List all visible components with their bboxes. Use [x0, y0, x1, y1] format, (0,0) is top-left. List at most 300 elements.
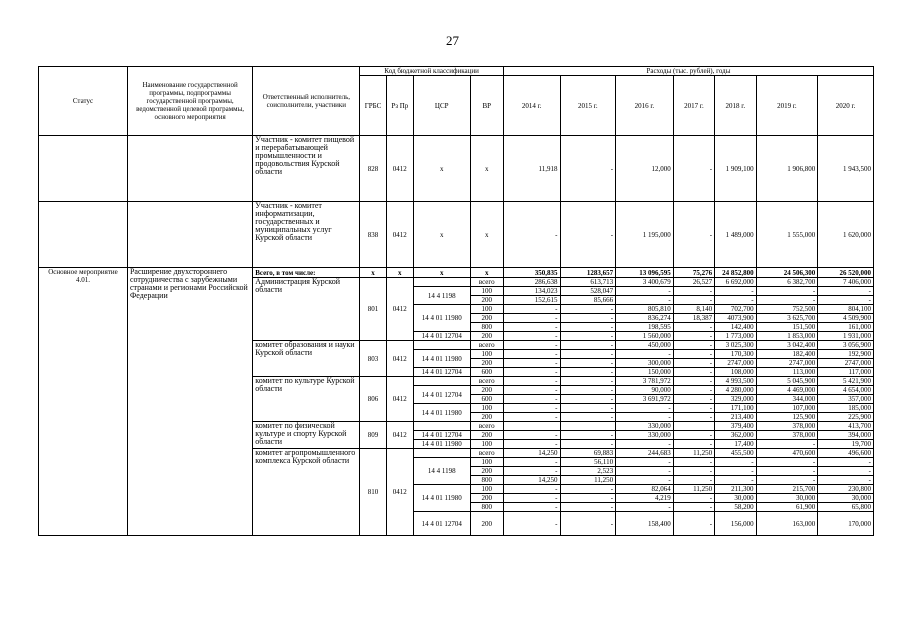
vr-cell: 100: [470, 440, 503, 449]
year-value: 528,047: [560, 287, 616, 296]
vr-cell: 200: [470, 413, 503, 422]
grbs-cell: 810: [360, 449, 386, 536]
year-value: 1 195,000: [616, 202, 674, 268]
year-value: -: [560, 359, 616, 368]
year-value: -: [503, 458, 560, 467]
csr-cell: 14 4 1198: [413, 287, 470, 305]
vr-cell: 100: [470, 458, 503, 467]
year-value: -: [756, 440, 818, 449]
year-value: 171,100: [715, 404, 756, 413]
year-value: -: [560, 368, 616, 377]
year-value: 150,000: [616, 368, 674, 377]
year-value: -: [715, 296, 756, 305]
year-value: -: [673, 458, 714, 467]
year-value: 211,300: [715, 485, 756, 494]
year-value: 4 280,000: [715, 386, 756, 395]
year-value: -: [560, 404, 616, 413]
year-value: 752,500: [756, 305, 818, 314]
year-value: 108,000: [715, 368, 756, 377]
header-grbs: ГРБС: [360, 76, 386, 136]
year-value: 455,500: [715, 449, 756, 458]
year-value: 329,000: [715, 395, 756, 404]
year-value: -: [673, 440, 714, 449]
year-value: 134,023: [503, 287, 560, 296]
header-year: 2019 г.: [756, 76, 818, 136]
year-value: -: [503, 386, 560, 395]
year-value: 151,500: [756, 323, 818, 332]
year-value: 69,883: [560, 449, 616, 458]
year-value: -: [503, 413, 560, 422]
year-value: 836,274: [616, 314, 674, 323]
csr-cell: х: [413, 202, 470, 268]
grbs-cell: 806: [360, 377, 386, 422]
year-value: -: [756, 458, 818, 467]
year-value: -: [818, 467, 874, 476]
year-value: -: [673, 350, 714, 359]
year-value: -: [673, 136, 714, 202]
executor-cell: комитет агропромышленного комплекса Курской области: [253, 449, 360, 536]
rzpr-cell: 0412: [386, 278, 413, 341]
year-value: 413,700: [818, 422, 874, 431]
year-value: -: [818, 458, 874, 467]
year-value: -: [715, 458, 756, 467]
year-value: 170,300: [715, 350, 756, 359]
vr-cell: всего: [470, 341, 503, 350]
csr-cell: [413, 341, 470, 350]
year-value: 3 625,700: [756, 314, 818, 323]
year-value: 113,000: [756, 368, 818, 377]
year-value: -: [503, 323, 560, 332]
year-value: 3 025,300: [715, 341, 756, 350]
vr-cell: 200: [470, 314, 503, 323]
year-value: -: [673, 431, 714, 440]
total-label: Всего, в том числе:: [253, 268, 360, 278]
vr-cell: 200: [470, 467, 503, 476]
year-value: -: [673, 413, 714, 422]
year-value: 1 620,000: [818, 202, 874, 268]
year-value: -: [503, 314, 560, 323]
year-value: 804,100: [818, 305, 874, 314]
vr-cell: 200: [470, 296, 503, 305]
year-value: 90,000: [616, 386, 674, 395]
year-value: 379,400: [715, 422, 756, 431]
year-value: -: [503, 305, 560, 314]
grbs-cell: 809: [360, 422, 386, 449]
csr-cell: 14 4 01 11980: [413, 350, 470, 368]
year-value: 1 489,000: [715, 202, 756, 268]
year-value: -: [715, 467, 756, 476]
year-value: 18,387: [673, 314, 714, 323]
vr-cell: всего: [470, 422, 503, 431]
year-value: 185,000: [818, 404, 874, 413]
year-value: 286,638: [503, 278, 560, 287]
header-year: 2020 г.: [818, 76, 874, 136]
csr-cell: 14 4 01 11980: [413, 305, 470, 332]
year-value: -: [673, 341, 714, 350]
year-value: 2,523: [560, 467, 616, 476]
year-value: -: [616, 458, 674, 467]
vr-cell: 200: [470, 359, 503, 368]
year-value: 13 096,595: [616, 268, 674, 278]
year-value: 30,000: [715, 494, 756, 503]
status-cell: Основное мероприятие 4.01.: [39, 268, 128, 536]
csr-cell: 14 4 1198: [413, 458, 470, 485]
year-value: -: [560, 136, 616, 202]
year-value: -: [673, 287, 714, 296]
year-value: 75,276: [673, 268, 714, 278]
year-value: 158,400: [616, 512, 674, 536]
year-value: 350,835: [503, 268, 560, 278]
vr-cell: 200: [470, 431, 503, 440]
executor-cell: комитет образования и науки Курской области: [253, 341, 360, 377]
grbs-cell: 803: [360, 341, 386, 377]
vr-cell: 800: [470, 503, 503, 512]
year-value: 225,900: [818, 413, 874, 422]
year-value: -: [673, 296, 714, 305]
year-value: 5 421,900: [818, 377, 874, 386]
name-cell: [127, 136, 252, 202]
year-value: -: [673, 404, 714, 413]
executor-cell: комитет по физической культуре и спорту Курской области: [253, 422, 360, 449]
year-value: 192,900: [818, 350, 874, 359]
year-value: -: [673, 503, 714, 512]
year-value: 3 781,972: [616, 377, 674, 386]
year-value: -: [503, 332, 560, 341]
csr-cell: 14 4 01 11980: [413, 485, 470, 512]
year-value: -: [616, 467, 674, 476]
header-name: Наименование государственной программы, подпрограммы государственной программы, ведомственной целевой программы, основного мероприятия: [127, 67, 252, 136]
year-value: -: [560, 377, 616, 386]
year-value: 213,400: [715, 413, 756, 422]
year-value: 362,000: [715, 431, 756, 440]
year-value: 470,600: [756, 449, 818, 458]
year-value: 182,400: [756, 350, 818, 359]
year-value: -: [560, 431, 616, 440]
header-year: 2014 г.: [503, 76, 560, 136]
year-value: -: [503, 404, 560, 413]
year-value: -: [503, 377, 560, 386]
year-value: 613,713: [560, 278, 616, 287]
executor-cell: Участник - комитет пищевой и перерабатывающей промышленности и продовольствия Курской области: [253, 136, 360, 202]
grbs-cell: 801: [360, 278, 386, 341]
grbs-cell: 838: [360, 202, 386, 268]
year-value: 3 400,679: [616, 278, 674, 287]
year-value: 3 056,900: [818, 341, 874, 350]
year-value: -: [756, 296, 818, 305]
year-value: -: [715, 476, 756, 485]
year-value: 58,200: [715, 503, 756, 512]
year-value: 11,250: [673, 485, 714, 494]
year-value: 496,600: [818, 449, 874, 458]
year-value: 17,400: [715, 440, 756, 449]
executor-cell: Администрация Курской области: [253, 278, 360, 341]
year-value: 65,800: [818, 503, 874, 512]
year-value: 14,250: [503, 449, 560, 458]
rzpr-cell: 0412: [386, 449, 413, 536]
year-value: 4073,900: [715, 314, 756, 323]
year-value: 7 406,000: [818, 278, 874, 287]
vr-cell: 200: [470, 512, 503, 536]
year-value: -: [503, 503, 560, 512]
csr-cell: [413, 422, 470, 431]
header-year: 2015 г.: [560, 76, 616, 136]
year-value: 1 909,100: [715, 136, 756, 202]
year-value: 2747,000: [715, 359, 756, 368]
executor-cell: комитет по культуре Курской области: [253, 377, 360, 422]
vr-cell: 200: [470, 332, 503, 341]
year-value: -: [503, 485, 560, 494]
year-value: 125,900: [756, 413, 818, 422]
year-value: 1 931,000: [818, 332, 874, 341]
year-value: 11,250: [673, 449, 714, 458]
year-value: 14,250: [503, 476, 560, 485]
budget-table: [38, 66, 874, 536]
vr-cell: 100: [470, 350, 503, 359]
year-value: -: [560, 314, 616, 323]
year-value: 19,700: [818, 440, 874, 449]
csr-cell: х: [413, 268, 470, 278]
rzpr-cell: 0412: [386, 377, 413, 422]
name-cell: Расширение двухстороннего сотрудничества с зарубежными странами и регионами Российской Федерации: [127, 268, 252, 536]
year-value: -: [715, 287, 756, 296]
year-value: -: [503, 512, 560, 536]
year-value: 117,000: [818, 368, 874, 377]
csr-cell: 14 4 01 12704: [413, 332, 470, 341]
year-value: -: [503, 341, 560, 350]
csr-cell: 14 4 01 12704: [413, 386, 470, 404]
year-value: 805,810: [616, 305, 674, 314]
year-value: 300,000: [616, 359, 674, 368]
year-value: 26,527: [673, 278, 714, 287]
year-value: -: [560, 332, 616, 341]
year-value: -: [616, 503, 674, 512]
year-value: 198,595: [616, 323, 674, 332]
year-value: 163,000: [756, 512, 818, 536]
year-value: 330,000: [616, 422, 674, 431]
header-executor: Ответственный исполнитель, соисполнители, участники: [253, 67, 360, 136]
csr-cell: х: [413, 136, 470, 202]
year-value: -: [560, 323, 616, 332]
year-value: 56,110: [560, 458, 616, 467]
year-value: 2747,000: [756, 359, 818, 368]
rzpr-cell: 0412: [386, 136, 413, 202]
year-value: -: [560, 503, 616, 512]
header-year: 2016 г.: [616, 76, 674, 136]
header-status: Статус: [39, 67, 128, 136]
year-value: -: [503, 494, 560, 503]
year-value: 170,000: [818, 512, 874, 536]
vr-cell: 100: [470, 287, 503, 296]
csr-cell: [413, 377, 470, 386]
year-value: 3 042,400: [756, 341, 818, 350]
year-value: 161,000: [818, 323, 874, 332]
vr-cell: 600: [470, 368, 503, 377]
year-value: 1 943,500: [818, 136, 874, 202]
grbs-cell: х: [360, 268, 386, 278]
csr-cell: [413, 278, 470, 287]
year-value: -: [673, 494, 714, 503]
year-value: -: [503, 359, 560, 368]
header-code-group: Код бюджетной классификации: [360, 67, 504, 76]
vr-cell: 600: [470, 395, 503, 404]
year-value: -: [756, 467, 818, 476]
rzpr-cell: 0412: [386, 422, 413, 449]
year-value: -: [673, 476, 714, 485]
year-value: -: [560, 512, 616, 536]
year-value: 378,000: [756, 422, 818, 431]
year-value: -: [756, 287, 818, 296]
header-year: 2017 г.: [673, 76, 714, 136]
year-value: 30,000: [756, 494, 818, 503]
year-value: 450,000: [616, 341, 674, 350]
rzpr-cell: 0412: [386, 341, 413, 377]
year-value: -: [560, 341, 616, 350]
status-cell: [39, 136, 128, 202]
rzpr-cell: 0412: [386, 202, 413, 268]
csr-cell: 14 4 01 11980: [413, 440, 470, 449]
year-value: -: [673, 202, 714, 268]
vr-cell: всего: [470, 377, 503, 386]
year-value: -: [673, 395, 714, 404]
year-value: 344,000: [756, 395, 818, 404]
year-value: -: [616, 350, 674, 359]
year-value: -: [673, 377, 714, 386]
year-value: 4 509,900: [818, 314, 874, 323]
year-value: -: [756, 476, 818, 485]
executor-cell: Участник - комитет информатизации, государственных и муниципальных услуг Курской области: [253, 202, 360, 268]
year-value: 4 993,500: [715, 377, 756, 386]
year-value: -: [503, 440, 560, 449]
year-value: 4,219: [616, 494, 674, 503]
vr-cell: 100: [470, 404, 503, 413]
year-value: [673, 422, 714, 431]
header-csr: ЦСР: [413, 76, 470, 136]
year-value: -: [616, 440, 674, 449]
csr-cell: [413, 449, 470, 458]
year-value: 5 045,900: [756, 377, 818, 386]
total-row: [39, 268, 874, 278]
year-value: -: [560, 440, 616, 449]
year-value: [560, 422, 616, 431]
year-value: -: [560, 386, 616, 395]
year-value: 107,000: [756, 404, 818, 413]
year-value: 1 555,000: [756, 202, 818, 268]
year-value: -: [616, 476, 674, 485]
year-value: -: [560, 350, 616, 359]
year-value: 30,000: [818, 494, 874, 503]
participant-row: [39, 202, 874, 268]
year-value: -: [503, 350, 560, 359]
year-value: -: [503, 431, 560, 440]
vr-cell: х: [470, 268, 503, 278]
header-spend-group: Расходы (тыс. рублей), годы: [503, 67, 873, 76]
year-value: -: [503, 368, 560, 377]
year-value: -: [673, 512, 714, 536]
year-value: 4 654,000: [818, 386, 874, 395]
page-number: 27: [446, 33, 459, 48]
year-value: -: [616, 287, 674, 296]
year-value: 244,683: [616, 449, 674, 458]
year-value: -: [673, 359, 714, 368]
year-value: 85,666: [560, 296, 616, 305]
year-value: 4 469,000: [756, 386, 818, 395]
header-rzpr: Рз Пр: [386, 76, 413, 136]
year-value: 3 691,972: [616, 395, 674, 404]
year-value: 24 506,300: [756, 268, 818, 278]
year-value: 1 773,000: [715, 332, 756, 341]
year-value: 82,064: [616, 485, 674, 494]
year-value: -: [560, 494, 616, 503]
grbs-cell: 828: [360, 136, 386, 202]
year-value: 378,000: [756, 431, 818, 440]
year-value: 24 852,800: [715, 268, 756, 278]
year-value: -: [503, 467, 560, 476]
year-value: 230,800: [818, 485, 874, 494]
year-value: -: [673, 467, 714, 476]
year-value: -: [616, 404, 674, 413]
year-value: 702,700: [715, 305, 756, 314]
participant-row: [39, 136, 874, 202]
year-value: 6 382,700: [756, 278, 818, 287]
vr-cell: х: [470, 136, 503, 202]
vr-cell: 100: [470, 485, 503, 494]
year-value: 215,700: [756, 485, 818, 494]
vr-cell: 800: [470, 476, 503, 485]
year-value: -: [503, 395, 560, 404]
year-value: -: [818, 287, 874, 296]
year-value: 12,000: [616, 136, 674, 202]
csr-cell: 14 4 01 12704: [413, 512, 470, 536]
year-value: -: [616, 296, 674, 305]
year-value: -: [616, 413, 674, 422]
year-value: [503, 422, 560, 431]
year-value: 357,000: [818, 395, 874, 404]
vr-cell: 800: [470, 323, 503, 332]
year-value: 156,000: [715, 512, 756, 536]
vr-cell: х: [470, 202, 503, 268]
year-value: 1283,657: [560, 268, 616, 278]
year-value: -: [560, 202, 616, 268]
header-vr: ВР: [470, 76, 503, 136]
year-value: 1 560,000: [616, 332, 674, 341]
year-value: 1 906,800: [756, 136, 818, 202]
csr-cell: 14 4 01 12704: [413, 368, 470, 377]
csr-cell: 14 4 01 11980: [413, 404, 470, 422]
year-value: -: [560, 395, 616, 404]
rzpr-cell: х: [386, 268, 413, 278]
year-value: 394,000: [818, 431, 874, 440]
year-value: -: [673, 323, 714, 332]
year-value: 330,000: [616, 431, 674, 440]
year-value: -: [560, 413, 616, 422]
vr-cell: всего: [470, 449, 503, 458]
year-value: -: [560, 305, 616, 314]
vr-cell: 100: [470, 305, 503, 314]
year-value: 152,615: [503, 296, 560, 305]
year-value: -: [818, 476, 874, 485]
vr-cell: всего: [470, 278, 503, 287]
year-value: 1 853,000: [756, 332, 818, 341]
year-value: -: [673, 332, 714, 341]
name-cell: [127, 202, 252, 268]
year-value: 61,900: [756, 503, 818, 512]
year-value: 142,400: [715, 323, 756, 332]
csr-cell: 14 4 01 12704: [413, 431, 470, 440]
year-value: 8,140: [673, 305, 714, 314]
year-value: -: [818, 296, 874, 305]
year-value: -: [673, 386, 714, 395]
year-value: -: [673, 368, 714, 377]
